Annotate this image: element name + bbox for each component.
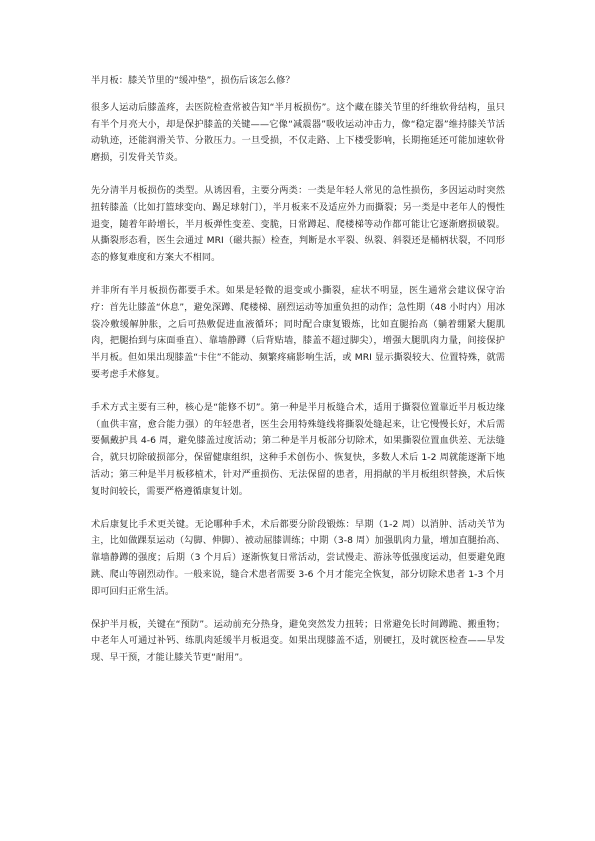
article-body bbox=[91, 73, 505, 683]
paragraph-intro: 很多人运动后膝盖疼，去医院检查常被告知“半月板损伤”。这个藏在膝关节里的纤维软骨结构，虽只有半个月亮大小，却是保护膝盖的关键——它像“减震器”吸收运动冲击力，像“稳定器”维持膝关节活动轨迹，还能润滑关节、分散压力。一旦受损，不仅走路、上下楼受影响，长期拖延还可能加速软骨磨损，引发骨关节炎。 bbox=[91, 101, 505, 164]
paragraph-surgery-options: 手术方式主要有三种，核心是“能修不切”。第一种是半月板缝合术，适用于撕裂位置靠近半月板边缘（血供丰富，愈合能力强）的年轻患者，医生会用特殊缝线将撕裂处缝起来，让它慢慢长好，术后需要佩戴护具 4-6 周，避免膝盖过度活动；第二种是半月板部分切除术，如果撕裂位置血供差、无法缝合，就只切除破损部分，保留健康组织，这种手术创伤小、恢复快，多数人术后 1-2 周就能逐渐下地活动；第三种是半月板移植术，针对严重损伤、无法保留的患者，用捐献的半月板组织替换，术后恢复时间较长，需要严格遵循康复计划。 bbox=[91, 401, 505, 497]
paragraph-rehabilitation: 术后康复比手术更关键。无论哪种手术，术后都要分阶段锻炼：早期（1-2 周）以消肿、活动关节为主，比如做踝泵运动（勾脚、伸脚）、被动屈膝训练；中期（3-8 周）加强肌肉力量，增加直腿抬高、靠墙静蹲的强度；后期（3 个月后）逐渐恢复日常活动，尝试慢走、游泳等低强度运动，但要避免跑跳、爬山等剧烈动作。一般来说，缝合术患者需要 3-6 个月才能完全恢复，部分切除术患者 1-3 个月即可回归正常生活。 bbox=[91, 518, 505, 597]
paragraph-injury-types: 先分清半月板损伤的类型。从诱因看，主要分两类：一类是年轻人常见的急性损伤，多因运动时突然扭转膝盖（比如打篮球变向、踢足球射门），半月板来不及适应外力而撕裂；另一类是中老年人的慢性退变，随着年龄增长，半月板弹性变差、变脆，日常蹲起、爬楼梯等动作都可能让它逐渐磨损破裂。从撕裂形态看，医生会通过 MRI（磁共振）检查，判断是水平裂、纵裂、斜裂还是桶柄状裂，不同形态的修复难度和方案大不相同。 bbox=[91, 184, 505, 264]
paragraph-prevention: 保护半月板，关键在“预防”。运动前充分热身，避免突然发力扭转；日常避免长时间蹲跪、搬重物；中老年人可通过补钙、练肌肉延缓半月板退变。如果出现膝盖不适，别硬扛，及时就医检查——早发现、早干预，才能让膝关节更“耐用”。 bbox=[91, 618, 505, 664]
paragraph-conservative-treatment: 并非所有半月板损伤都要手术。如果是轻微的退变或小撕裂，症状不明显，医生通常会建议保守治疗：首先让膝盖“休息”，避免深蹲、爬楼梯、剧烈运动等加重负担的动作；急性期（48 小时内）用冰袋冷敷缓解肿胀，之后可热敷促进血液循环；同时配合康复锻炼，比如直腿抬高（躺着绷紧大腿肌肉，把腿抬到与床面垂直）、靠墙静蹲（后背贴墙，膝盖不超过脚尖），增强大腿肌肉力量，间接保护半月板。但如果出现膝盖“卡住”不能动、频繁疼痛影响生活，或 MRI 显示撕裂较大、位置特殊，就需要考虑手术修复。 bbox=[91, 284, 505, 380]
article-title: 半月板：膝关节里的“缓冲垫”，损伤后该怎么修？ bbox=[91, 75, 295, 86]
